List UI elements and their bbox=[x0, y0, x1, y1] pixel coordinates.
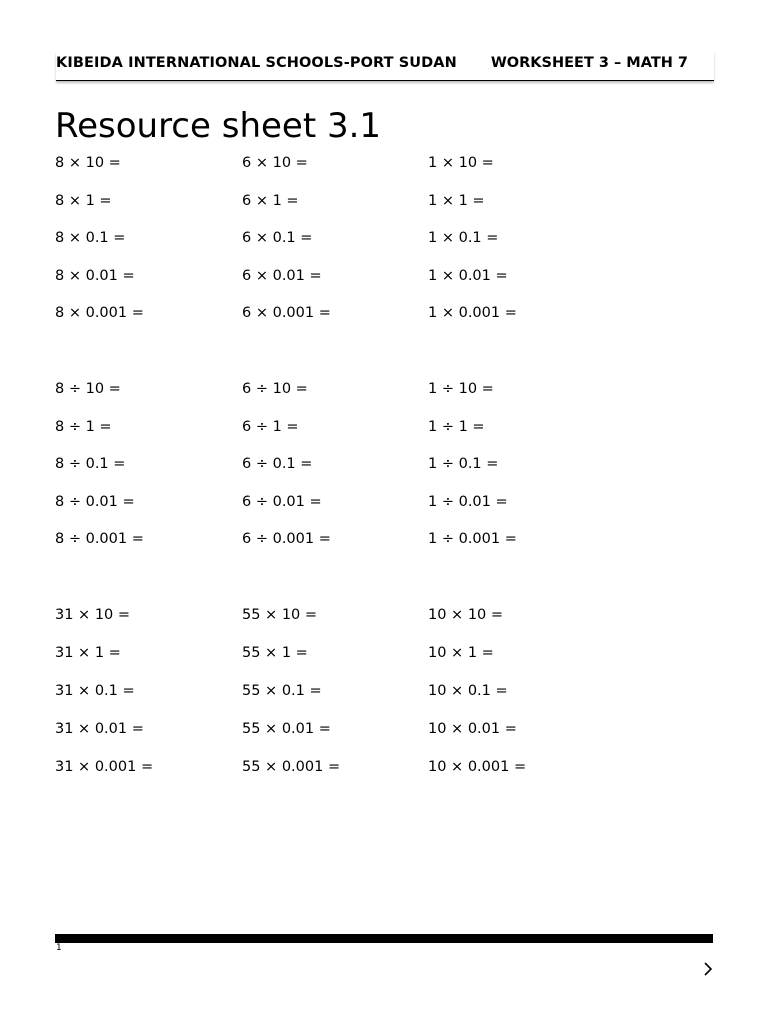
chevron-right-icon[interactable] bbox=[701, 960, 715, 978]
problem-item: 10 × 0.1 = bbox=[428, 683, 508, 699]
problem-item: 8 × 1 = bbox=[55, 192, 112, 209]
problem-item: 10 × 0.001 = bbox=[428, 759, 527, 775]
footer-divider bbox=[55, 934, 713, 943]
page-number: 1 bbox=[56, 943, 62, 953]
problem-item: 6 × 10 = bbox=[242, 155, 308, 171]
problem-item: 1 ÷ 1 = bbox=[428, 418, 485, 435]
problem-item: 8 ÷ 10 = bbox=[55, 381, 121, 397]
problem-item: 1 × 10 = bbox=[428, 155, 494, 171]
problem-item: 1 × 0.01 = bbox=[428, 267, 508, 284]
problem-item: 55 × 10 = bbox=[242, 607, 318, 623]
problem-item: 55 × 1 = bbox=[242, 645, 308, 661]
problem-item: 1 ÷ 0.01 = bbox=[428, 493, 508, 510]
problem-item: 55 × 0.01 = bbox=[242, 721, 331, 737]
problem-item: 8 × 10 = bbox=[55, 155, 121, 171]
problem-item: 31 × 0.01 = bbox=[55, 721, 144, 737]
problem-item: 6 ÷ 0.01 = bbox=[242, 493, 322, 510]
problem-item: 8 × 0.1 = bbox=[55, 230, 126, 246]
problem-item: 55 × 0.001 = bbox=[242, 759, 341, 775]
problem-item: 1 ÷ 0.001 = bbox=[428, 531, 517, 547]
problem-item: 1 ÷ 10 = bbox=[428, 381, 494, 397]
problem-item: 31 × 10 = bbox=[55, 607, 131, 623]
problem-item: 31 × 0.1 = bbox=[55, 683, 135, 699]
problem-item: 8 × 0.01 = bbox=[55, 267, 135, 284]
problem-item: 6 ÷ 1 = bbox=[242, 418, 299, 435]
problem-item: 6 ÷ 0.1 = bbox=[242, 456, 313, 472]
page-header bbox=[56, 52, 714, 81]
problem-item: 8 ÷ 0.1 = bbox=[55, 456, 126, 472]
problem-item: 8 ÷ 0.001 = bbox=[55, 531, 144, 547]
problem-item: 10 × 1 = bbox=[428, 645, 494, 661]
problem-item: 31 × 0.001 = bbox=[55, 759, 154, 775]
problem-item: 10 × 10 = bbox=[428, 607, 504, 623]
problem-item: 1 × 1 = bbox=[428, 192, 485, 209]
problem-item: 55 × 0.1 = bbox=[242, 683, 322, 699]
worksheet-label: WORKSHEET 3 – MATH 7 bbox=[490, 55, 688, 71]
problem-item: 31 × 1 = bbox=[55, 645, 121, 661]
page-title: Resource sheet 3.1 bbox=[55, 106, 382, 146]
problem-item: 6 × 1 = bbox=[242, 192, 299, 209]
problem-item: 6 × 0.001 = bbox=[242, 305, 331, 321]
problem-item: 6 ÷ 0.001 = bbox=[242, 531, 331, 547]
problem-item: 8 ÷ 0.01 = bbox=[55, 493, 135, 510]
problem-item: 1 × 0.1 = bbox=[428, 230, 499, 246]
problem-item: 6 × 0.1 = bbox=[242, 230, 313, 246]
problem-item: 8 × 0.001 = bbox=[55, 305, 144, 321]
school-name: KIBEIDA INTERNATIONAL SCHOOLS-PORT SUDAN bbox=[56, 55, 457, 71]
problem-item: 1 ÷ 0.1 = bbox=[428, 456, 499, 472]
problem-item: 10 × 0.01 = bbox=[428, 721, 517, 737]
problem-item: 6 × 0.01 = bbox=[242, 267, 322, 284]
problem-item: 8 ÷ 1 = bbox=[55, 418, 112, 435]
problem-item: 6 ÷ 10 = bbox=[242, 381, 308, 397]
problem-item: 1 × 0.001 = bbox=[428, 305, 517, 321]
